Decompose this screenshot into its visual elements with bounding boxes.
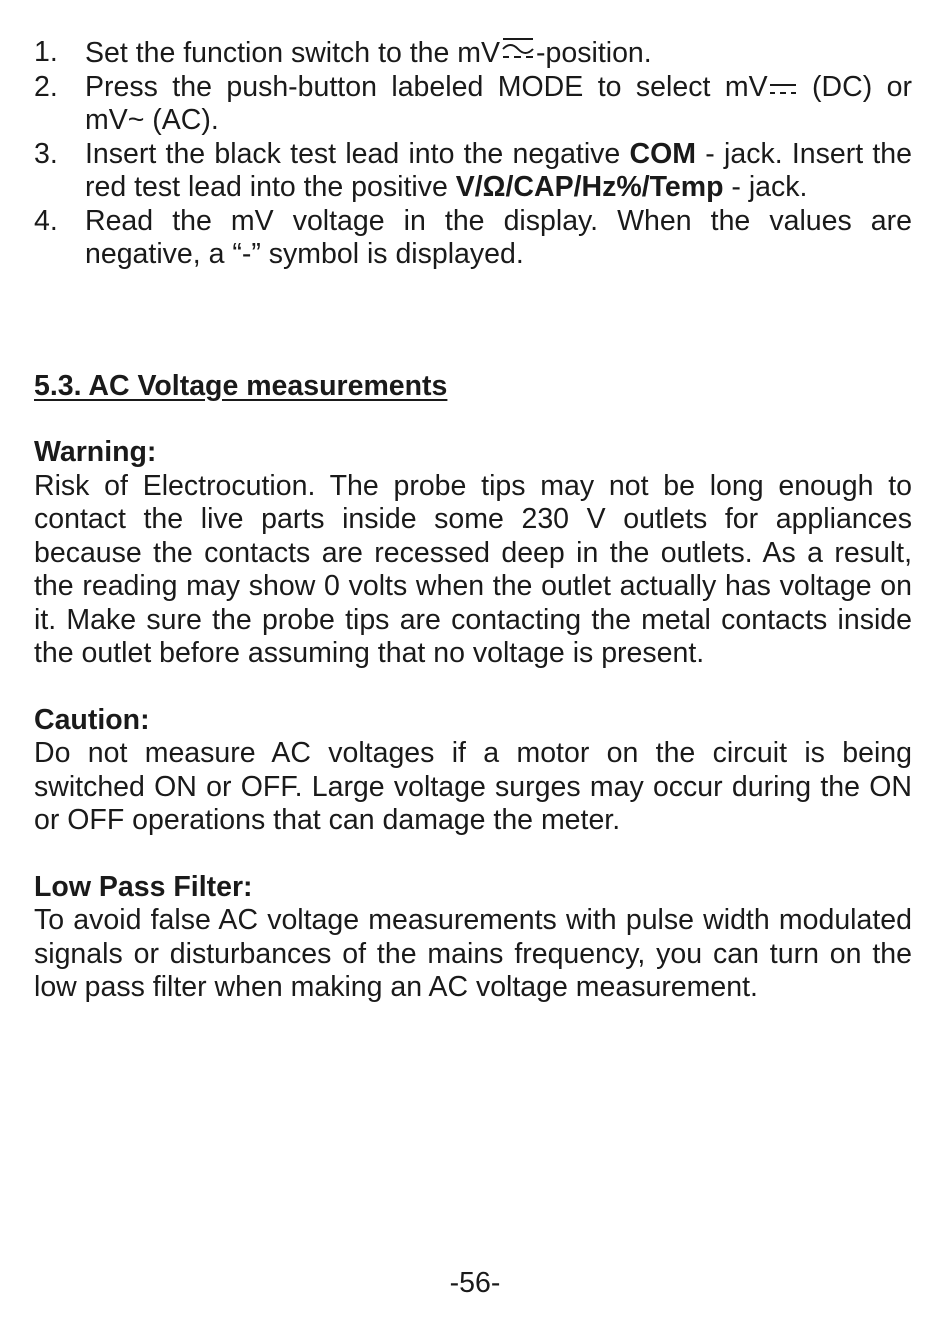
step-text: Press the push-button labeled MODE to select mV	[85, 70, 768, 103]
low-pass-filter-title: Low Pass Filter:	[34, 870, 253, 903]
step-text-end: (DC) or mV~ (AC).	[85, 70, 912, 136]
step-text: Insert the black test lead into the negative	[85, 137, 630, 170]
step-text-end: - jack.	[723, 171, 808, 203]
ac-dc-symbol-icon	[500, 36, 536, 62]
dc-symbol-icon	[768, 82, 798, 96]
warning-text: Risk of Electrocution. The probe tips may not be long enough to contact the live parts inside some 230 V outlets for appliances because the contacts are recessed deep in the outlets. As a result, the reading may show 0 volts when the outlet actually has voltage on it. Make sure the probe tips are contacting the metal contacts inside the outlet before assuming that no voltage is present.	[34, 469, 912, 669]
step-4	[34, 205, 912, 272]
step-text-end: -position.	[536, 37, 652, 69]
warning-title: Warning:	[34, 436, 157, 468]
step-number: 3.	[34, 137, 58, 170]
step-text: Set the function switch to the mV	[85, 37, 501, 69]
step-text: Read the mV voltage in the display. When the values are negative, a “-” symbol is displayed.	[85, 204, 912, 270]
instruction-steps	[34, 36, 912, 272]
step-3	[34, 138, 912, 205]
step-number: 4.	[34, 204, 58, 237]
step-text-mid: - jack. Insert the red test lead into the positive	[85, 137, 912, 203]
page-number: -56-	[449, 1267, 501, 1299]
caution-title: Caution:	[34, 703, 150, 736]
page-content	[34, 36, 912, 1005]
com-jack-label: COM	[629, 137, 697, 170]
warning-block	[34, 436, 912, 671]
step-2	[34, 71, 912, 138]
low-pass-filter-text: To avoid false AC voltage measurements with pulse width modulated signals or disturbances of the mains frequency, you can turn on the low pass filter when making an AC voltage measurement.	[34, 904, 912, 1003]
step-number: 1.	[34, 36, 58, 68]
section-heading: 5.3. AC Voltage measurements	[34, 369, 448, 402]
positive-jack-label: V/Ω/CAP/Hz%/Temp	[455, 171, 724, 203]
low-pass-filter-block	[34, 871, 912, 1005]
caution-text: Do not measure AC voltages if a motor on the circuit is being switched ON or OFF. Large voltage surges may occur during the ON or OFF operations that can damage the meter.	[34, 737, 912, 836]
step-1	[34, 36, 912, 71]
step-number: 2.	[34, 70, 58, 103]
caution-block	[34, 704, 912, 838]
